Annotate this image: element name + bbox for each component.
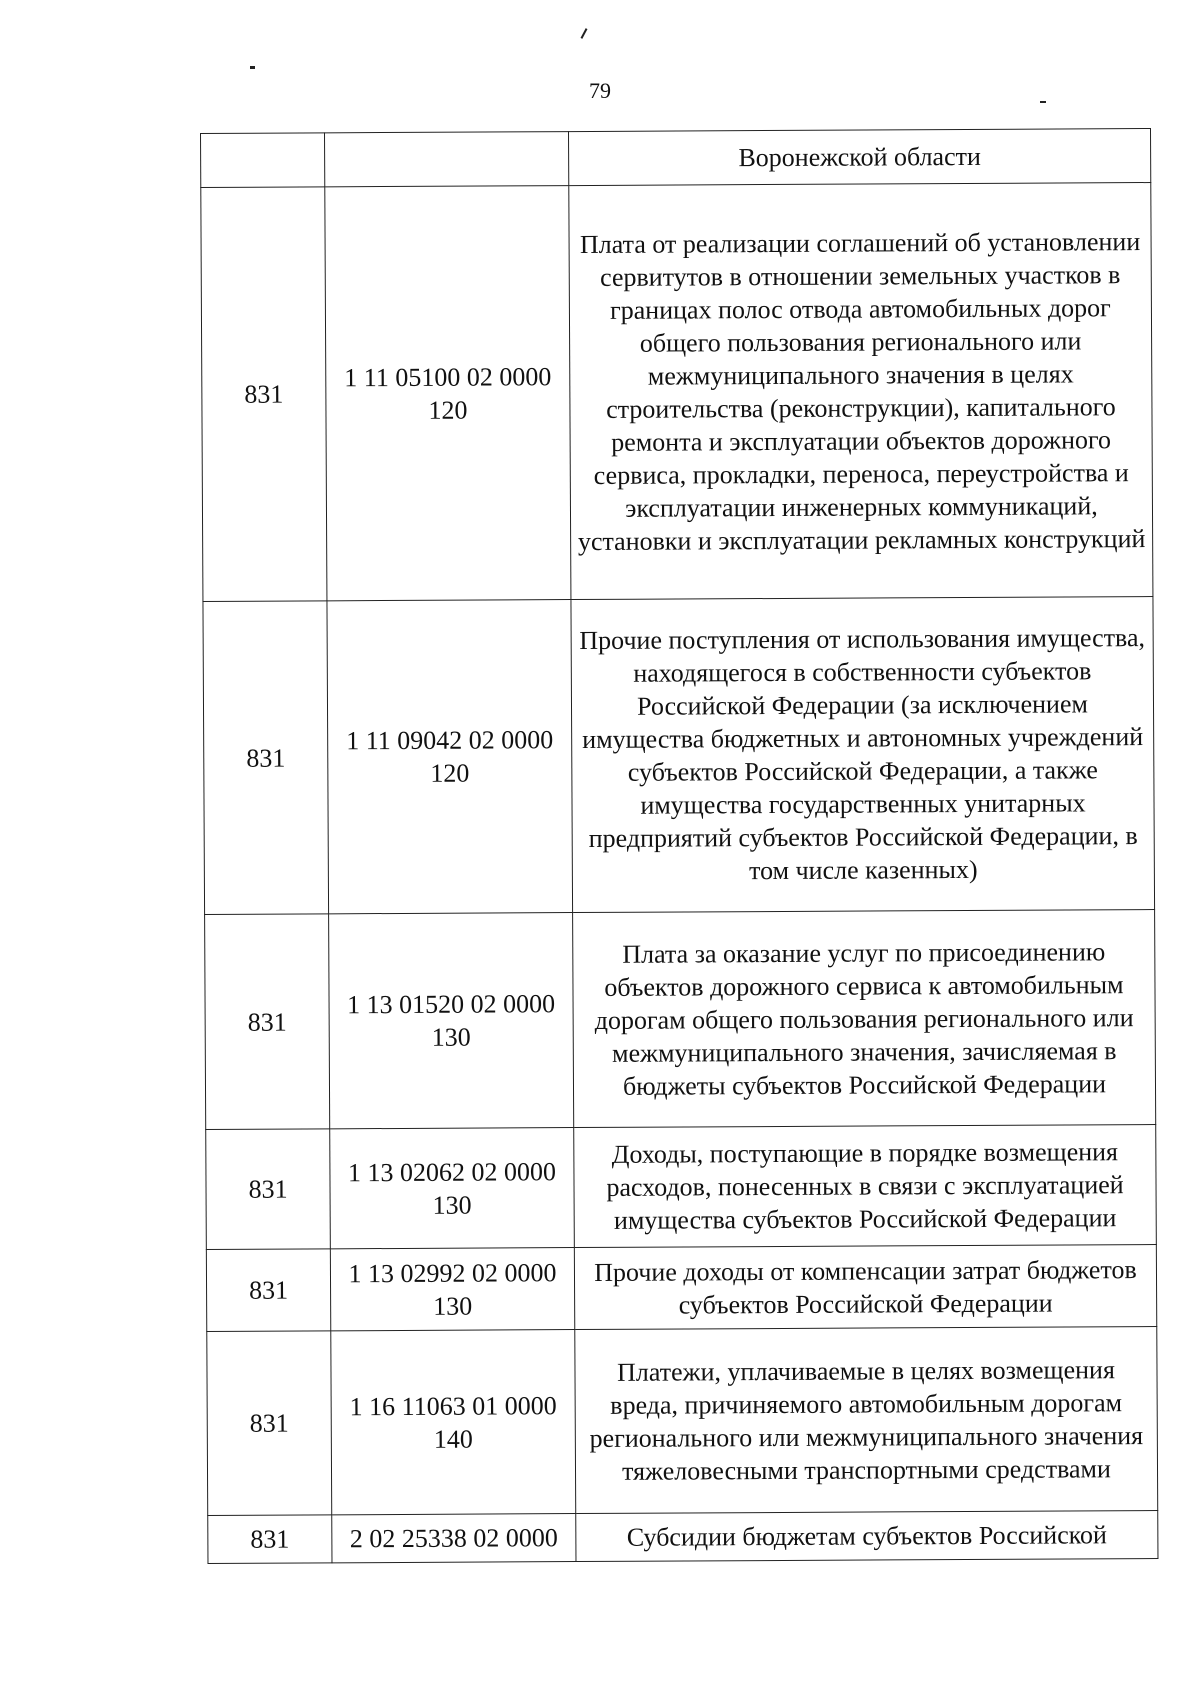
description-cell: Прочие доходы от компенсации затрат бюджетов субъектов Российской Федерации (574, 1245, 1156, 1330)
scan-mark (581, 28, 588, 39)
budget-code-cell (332, 1514, 576, 1563)
table-row (201, 183, 1153, 602)
table-row (207, 1327, 1158, 1516)
budget-code-cell (329, 913, 574, 1129)
table-row (208, 1511, 1158, 1564)
budget-code-line: 1 13 02992 02 0000 (348, 1257, 557, 1288)
description-cell: Плата от реализации соглашений об установлении сервитутов в отношении земельных участков в границах полос отвода автомобильных дорог общего пользования регионального или межмуниципального значения в целях строительства (реконструкции), капитального ремонта и эксплуатации объектов дорожного сервиса, прокладки, переноса, переустройства и эксплуатации инженерных коммуникаций, установки и эксплуатации рекламных конструкций (569, 183, 1153, 600)
admin-code-cell: 831 (206, 1129, 331, 1250)
table-row (206, 1245, 1156, 1332)
description-cell: Платежи, уплачиваемые в целях возмещения вреда, причиняемого автомобильным дорогам регионального или межмуниципального значения тяжеловесными транспортными средствами (575, 1327, 1158, 1514)
table-row (205, 910, 1156, 1130)
budget-code-cell (327, 600, 573, 914)
page-number: 79 (589, 78, 611, 103)
budget-code-line: 140 (433, 1424, 473, 1454)
budget-code-line: 2 02 25338 02 0000 (349, 1523, 558, 1554)
admin-code-cell: 831 (205, 914, 330, 1130)
budget-code-cell (330, 1128, 575, 1249)
budget-code-line: 120 (430, 758, 470, 788)
admin-code-cell: 831 (201, 187, 327, 602)
budget-code-cell (330, 1248, 574, 1331)
budget-code-line: 1 16 11063 01 0000 (349, 1390, 557, 1421)
budget-code-line: 1 11 09042 02 0000 (346, 725, 554, 756)
budget-code-cell (325, 186, 571, 601)
budget-code-cell (331, 1330, 576, 1515)
budget-code-line: 120 (428, 395, 468, 425)
revenue-codes-table (200, 128, 1158, 1564)
description-cell: Плата за оказание услуг по присоединению объектов дорожного сервиса к автомобильным дорогам общего пользования регионального или межмуниципального значения, зачисляемая в бюджеты субъектов Российской Федерации (573, 910, 1156, 1128)
description-cell: Доходы, поступающие в порядке возмещения расходов, понесенных в связи с эксплуатацией имущества субъектов Российской Федерации (574, 1125, 1157, 1248)
budget-code-line: 130 (432, 1190, 472, 1220)
scan-mark (250, 66, 255, 69)
budget-code-line: 1 11 05100 02 0000 (344, 361, 552, 392)
description-cell: Воронежской области (568, 129, 1150, 186)
table-row (206, 1125, 1157, 1250)
budget-code-cell (325, 132, 569, 187)
admin-code-cell: 831 (208, 1515, 332, 1564)
admin-code-cell: 831 (206, 1249, 330, 1332)
admin-code-cell (201, 133, 325, 188)
description-cell: Субсидии бюджетам субъектов Российской (576, 1511, 1158, 1562)
table-row (201, 129, 1151, 188)
admin-code-cell: 831 (203, 601, 329, 915)
table-row (203, 597, 1155, 915)
description-cell: Прочие поступления от использования имущества, находящегося в собственности субъектов Российской Федерации (за исключением имущества бюджетных и автономных учреждений субъектов Российской Федерации, а также имущества государственных унитарных предприятий субъектов Российской Федерации, в том числе казенных) (571, 597, 1155, 913)
budget-code-line: 130 (431, 1022, 471, 1052)
budget-code-line: 130 (433, 1291, 473, 1321)
admin-code-cell: 831 (207, 1331, 332, 1516)
budget-code-line: 1 13 02062 02 0000 (347, 1156, 557, 1187)
budget-code-line: 1 13 01520 02 0000 (346, 989, 556, 1020)
